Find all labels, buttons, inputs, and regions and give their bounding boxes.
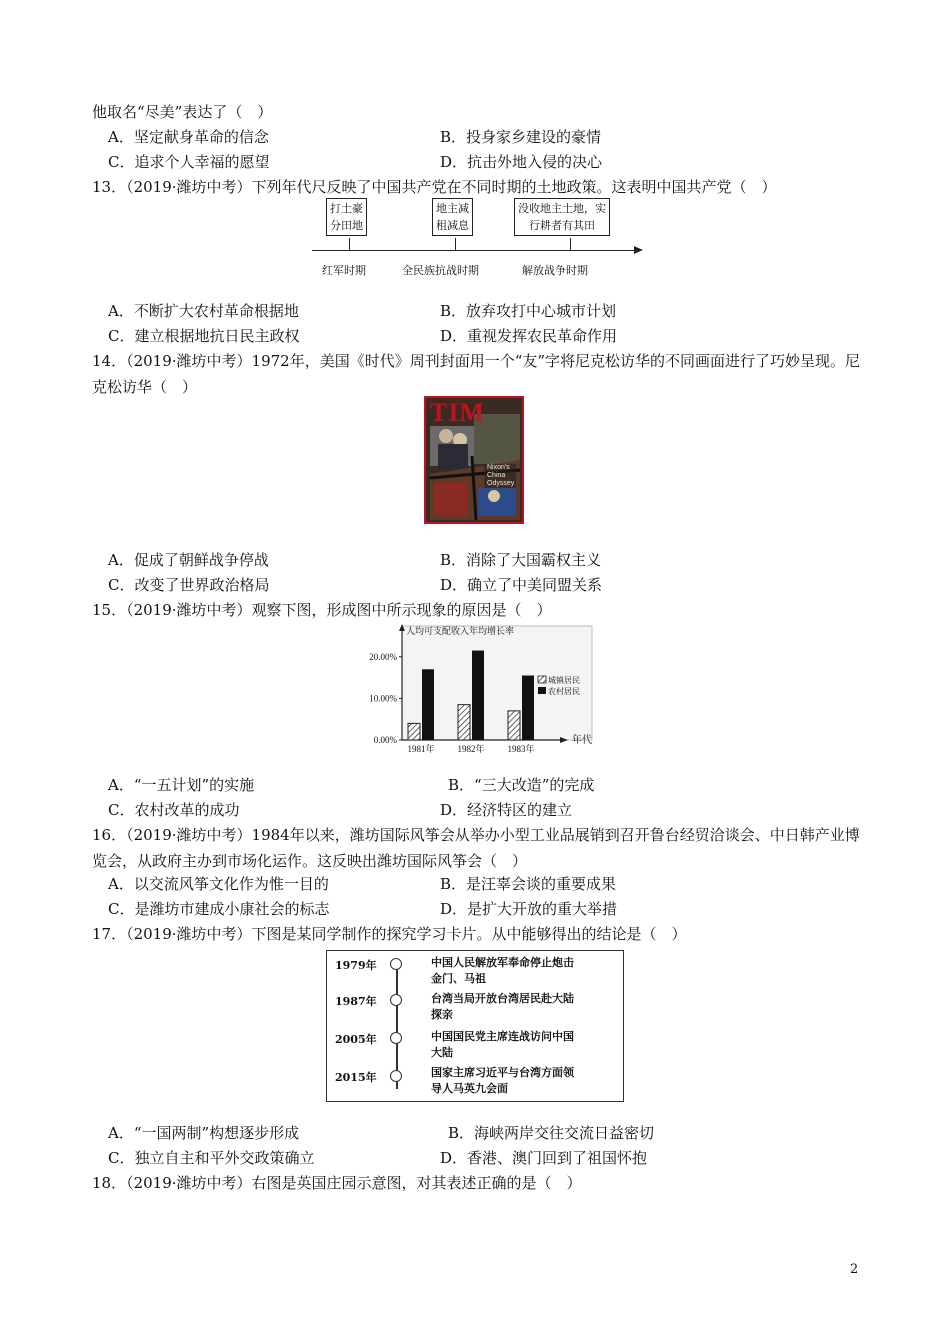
event-text: 探亲 bbox=[431, 1008, 453, 1021]
q17-stem: 17．（2019·潍坊中考）下图是某同学制作的探究学习卡片。从中能够得出的结论是（ ） bbox=[92, 925, 687, 943]
card-year: 1987年 bbox=[335, 995, 377, 1008]
box-text: 打土豪 bbox=[330, 202, 363, 215]
q14-option-a[interactable]: A．促成了朝鲜战争停战 bbox=[108, 551, 269, 569]
q13-timeline-figure bbox=[312, 198, 644, 284]
timeline-node-icon bbox=[390, 1070, 402, 1082]
box-text: 分田地 bbox=[330, 219, 363, 232]
timeline-tick bbox=[349, 238, 350, 250]
card-year: 2005年 bbox=[335, 1033, 377, 1046]
timeline-box-1 bbox=[326, 198, 367, 236]
legend-label-urban: 城镇居民 bbox=[548, 676, 580, 685]
q16-option-a[interactable]: A．以交流风筝文化作为惟一目的 bbox=[108, 875, 329, 893]
page-number: 2 bbox=[850, 1262, 859, 1277]
chart-title: 人均可支配收入年均增长率 bbox=[406, 627, 515, 637]
timeline-axis bbox=[312, 250, 636, 251]
period-label: 全民族抗战时期 bbox=[402, 264, 479, 277]
q18-stem: 18．（2019·潍坊中考）右图是英国庄园示意图，对其表述正确的是（ ） bbox=[92, 1174, 582, 1192]
q17-option-d[interactable]: D．香港、澳门回到了祖国怀抱 bbox=[440, 1149, 648, 1167]
box-text: 没收地主土地，实 bbox=[518, 202, 606, 215]
x-axis-label: 年代 bbox=[572, 735, 592, 746]
box-text: 行耕者有其田 bbox=[529, 219, 595, 232]
card-event bbox=[431, 955, 611, 987]
bar-urban bbox=[408, 723, 420, 740]
legend-label-rural: 农村居民 bbox=[548, 687, 580, 696]
time-magazine-cover bbox=[424, 396, 524, 524]
event-text: 台湾当局开放台湾居民赴大陆 bbox=[431, 992, 574, 1005]
y-tick-label: 10.00% bbox=[369, 693, 397, 704]
q13-stem: 13．（2019·潍坊中考）下列年代尺反映了中国共产党在不同时期的土地政策。这表明中国共产党（ ） bbox=[92, 178, 777, 196]
bar-rural bbox=[472, 651, 484, 740]
card-event bbox=[431, 1065, 611, 1097]
q16-option-b[interactable]: B．是汪辜会谈的重要成果 bbox=[440, 875, 617, 893]
event-text: 中国人民解放军奉命停止炮击 bbox=[431, 956, 574, 969]
card-year: 1979年 bbox=[335, 959, 377, 972]
q14-option-d[interactable]: D．确立了中美同盟关系 bbox=[440, 576, 603, 594]
q12-stem-tail: 他取名“尽美”表达了（ ） bbox=[92, 103, 273, 121]
q17-option-b[interactable]: B．海峡两岸交往交流日益密切 bbox=[448, 1124, 655, 1142]
q12-option-a[interactable]: A．坚定献身革命的信念 bbox=[108, 128, 269, 146]
x-tick-label: 1982年 bbox=[457, 744, 485, 754]
timeline-box-2 bbox=[432, 198, 473, 236]
x-tick-label: 1983年 bbox=[507, 744, 535, 754]
card-event bbox=[431, 991, 611, 1023]
event-text: 国家主席习近平与台湾方面领 bbox=[431, 1066, 574, 1079]
q12-option-d[interactable]: D．抗击外地入侵的决心 bbox=[440, 153, 603, 171]
timeline-arrow-icon bbox=[634, 246, 643, 254]
card-year: 2015年 bbox=[335, 1071, 377, 1084]
q17-option-c[interactable]: C．独立自主和平外交政策确立 bbox=[108, 1149, 315, 1167]
x-tick-label: 1981年 bbox=[407, 744, 435, 754]
event-text: 金门、马祖 bbox=[431, 972, 486, 985]
box-text: 租减息 bbox=[436, 219, 469, 232]
q13-option-a[interactable]: A．不断扩大农村革命根据地 bbox=[108, 302, 299, 320]
period-label: 红军时期 bbox=[322, 264, 366, 277]
event-text: 导人马英九会面 bbox=[431, 1082, 508, 1095]
period-label: 解放战争时期 bbox=[522, 264, 588, 277]
bar-urban bbox=[458, 705, 470, 740]
y-tick-label: 20.00% bbox=[369, 651, 397, 662]
q14-option-c[interactable]: C．改变了世界政治格局 bbox=[108, 576, 270, 594]
income-growth-chart bbox=[358, 624, 608, 756]
legend-swatch-rural bbox=[538, 687, 546, 694]
cover-masthead: TIM bbox=[430, 398, 485, 427]
q14-option-b[interactable]: B．消除了大国霸权主义 bbox=[440, 551, 602, 569]
q12-option-c[interactable]: C．追求个人幸福的愿望 bbox=[108, 153, 270, 171]
chart-svg bbox=[358, 624, 608, 756]
legend-swatch-urban bbox=[538, 676, 546, 683]
q15-stem: 15．（2019·潍坊中考）观察下图，形成图中所示现象的原因是（ ） bbox=[92, 601, 552, 619]
box-text: 地主减 bbox=[436, 202, 469, 215]
q13-option-c[interactable]: C．建立根据地抗日民主政权 bbox=[108, 327, 300, 345]
study-card bbox=[326, 950, 624, 1102]
event-text: 中国国民党主席连战访问中国 bbox=[431, 1030, 574, 1043]
bar-urban bbox=[508, 711, 520, 740]
y-tick-label: 0.00% bbox=[373, 735, 397, 745]
q14-stem: 14．（2019·潍坊中考）1972年，美国《时代》周刊封面用一个“友”字将尼克松访华的不同画面进行了巧妙呈现。尼克松访华（ ） bbox=[92, 352, 861, 396]
timeline-node-icon bbox=[390, 1032, 402, 1044]
q13-option-d[interactable]: D．重视发挥农民革命作用 bbox=[440, 327, 618, 345]
q15-option-d[interactable]: D．经济特区的建立 bbox=[440, 801, 573, 819]
q16-option-c[interactable]: C．是潍坊市建成小康社会的标志 bbox=[108, 900, 330, 918]
q15-option-b[interactable]: B．“三大改造”的完成 bbox=[448, 776, 595, 794]
event-text: 大陆 bbox=[431, 1046, 453, 1059]
cover-subtitle: Nixon's China Odyssey bbox=[487, 464, 515, 487]
timeline-node-icon bbox=[390, 958, 402, 970]
q17-option-a[interactable]: A．“一国两制”构想逐步形成 bbox=[108, 1124, 300, 1142]
timeline-box-3 bbox=[514, 198, 610, 236]
q12-option-b[interactable]: B．投身家乡建设的豪情 bbox=[440, 128, 602, 146]
card-event bbox=[431, 1029, 611, 1061]
q16-option-d[interactable]: D．是扩大开放的重大举措 bbox=[440, 900, 618, 918]
timeline-tick bbox=[570, 238, 571, 250]
bar-rural bbox=[522, 676, 534, 740]
q16-stem: 16．（2019·潍坊中考）1984年以来，潍坊国际风筝会从举办小型工业品展销到召开鲁台经贸洽谈会、中日韩产业博览会，从政府主办到市场化运作。这反映出潍坊国际风筝会（ ） bbox=[92, 826, 860, 870]
timeline-node-icon bbox=[390, 994, 402, 1006]
timeline-tick bbox=[455, 238, 456, 250]
q13-option-b[interactable]: B．放弃攻打中心城市计划 bbox=[440, 302, 617, 320]
q15-option-a[interactable]: A．“一五计划”的实施 bbox=[108, 776, 255, 794]
q15-option-c[interactable]: C．农村改革的成功 bbox=[108, 801, 240, 819]
bar-rural bbox=[422, 669, 434, 740]
